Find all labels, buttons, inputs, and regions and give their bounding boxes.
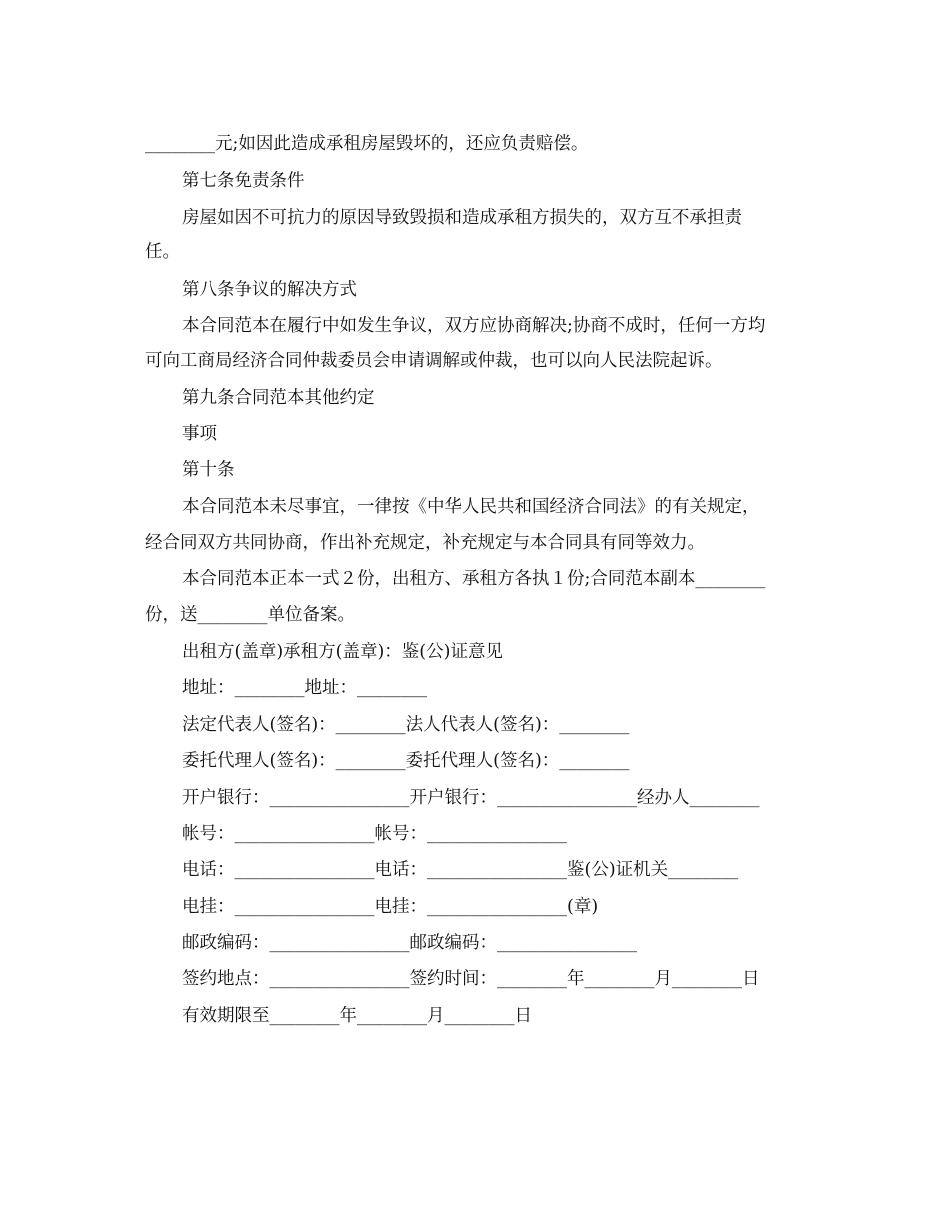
signature-line: 委托代理人(签名)：________委托代理人(签名)：________: [182, 751, 630, 771]
text-line: 份，送________单位备案。: [145, 605, 355, 625]
text-line: 经合同双方共同协商，作出补充规定，补充规定与本合同具有同等效力。: [145, 533, 705, 553]
signature-line: 开户银行：________________开户银行：________________经办人________: [182, 788, 760, 808]
signature-line: 有效期限至________年________月________日: [182, 1006, 532, 1026]
signature-line: 电挂：________________电挂：________________(章): [182, 897, 599, 917]
signature-line: 帐号：________________帐号：________________: [182, 824, 567, 844]
text-line: 可向工商局经济合同仲裁委员会申请调解或仲裁，也可以向人民法院起诉。: [145, 351, 723, 371]
signature-line: 签约地点：________________签约时间：________年________月________日: [182, 969, 760, 989]
signature-line: 出租方(盖章)承租方(盖章)：鉴(公)证意见: [182, 642, 503, 662]
text-line: 本合同范本在履行中如发生争议，双方应协商解决;协商不成时，任何一方均: [182, 316, 766, 336]
signature-line: 地址：________地址：________: [182, 678, 427, 698]
signature-line: 邮政编码：________________邮政编码：________________: [182, 933, 637, 953]
text-line: 房屋如因不可抗力的原因导致毁损和造成承租方损失的，双方互不承担责: [182, 208, 742, 228]
section-heading: 第九条合同范本其他约定: [182, 388, 375, 408]
signature-line: 电话：________________电话：________________鉴(公)证机关________: [182, 860, 739, 880]
signature-line: 法定代表人(签名)：________法人代表人(签名)：________: [182, 715, 630, 735]
text-line: 任。: [145, 242, 180, 262]
section-heading: 第七条免责条件: [182, 171, 305, 191]
text-line: 本合同范本正本一式２份，出租方、承租方各执１份;合同范本副本________: [182, 569, 766, 589]
text-line: 本合同范本未尽事宜，一律按《中华人民共和国经济合同法》的有关规定，: [182, 497, 760, 517]
section-heading: 第八条争议的解决方式: [182, 280, 357, 300]
text-line: ________元;如因此造成承租房屋毁坏的，还应负责赔偿。: [145, 134, 589, 154]
text-line: 事项: [182, 424, 217, 444]
section-heading: 第十条: [182, 460, 235, 480]
